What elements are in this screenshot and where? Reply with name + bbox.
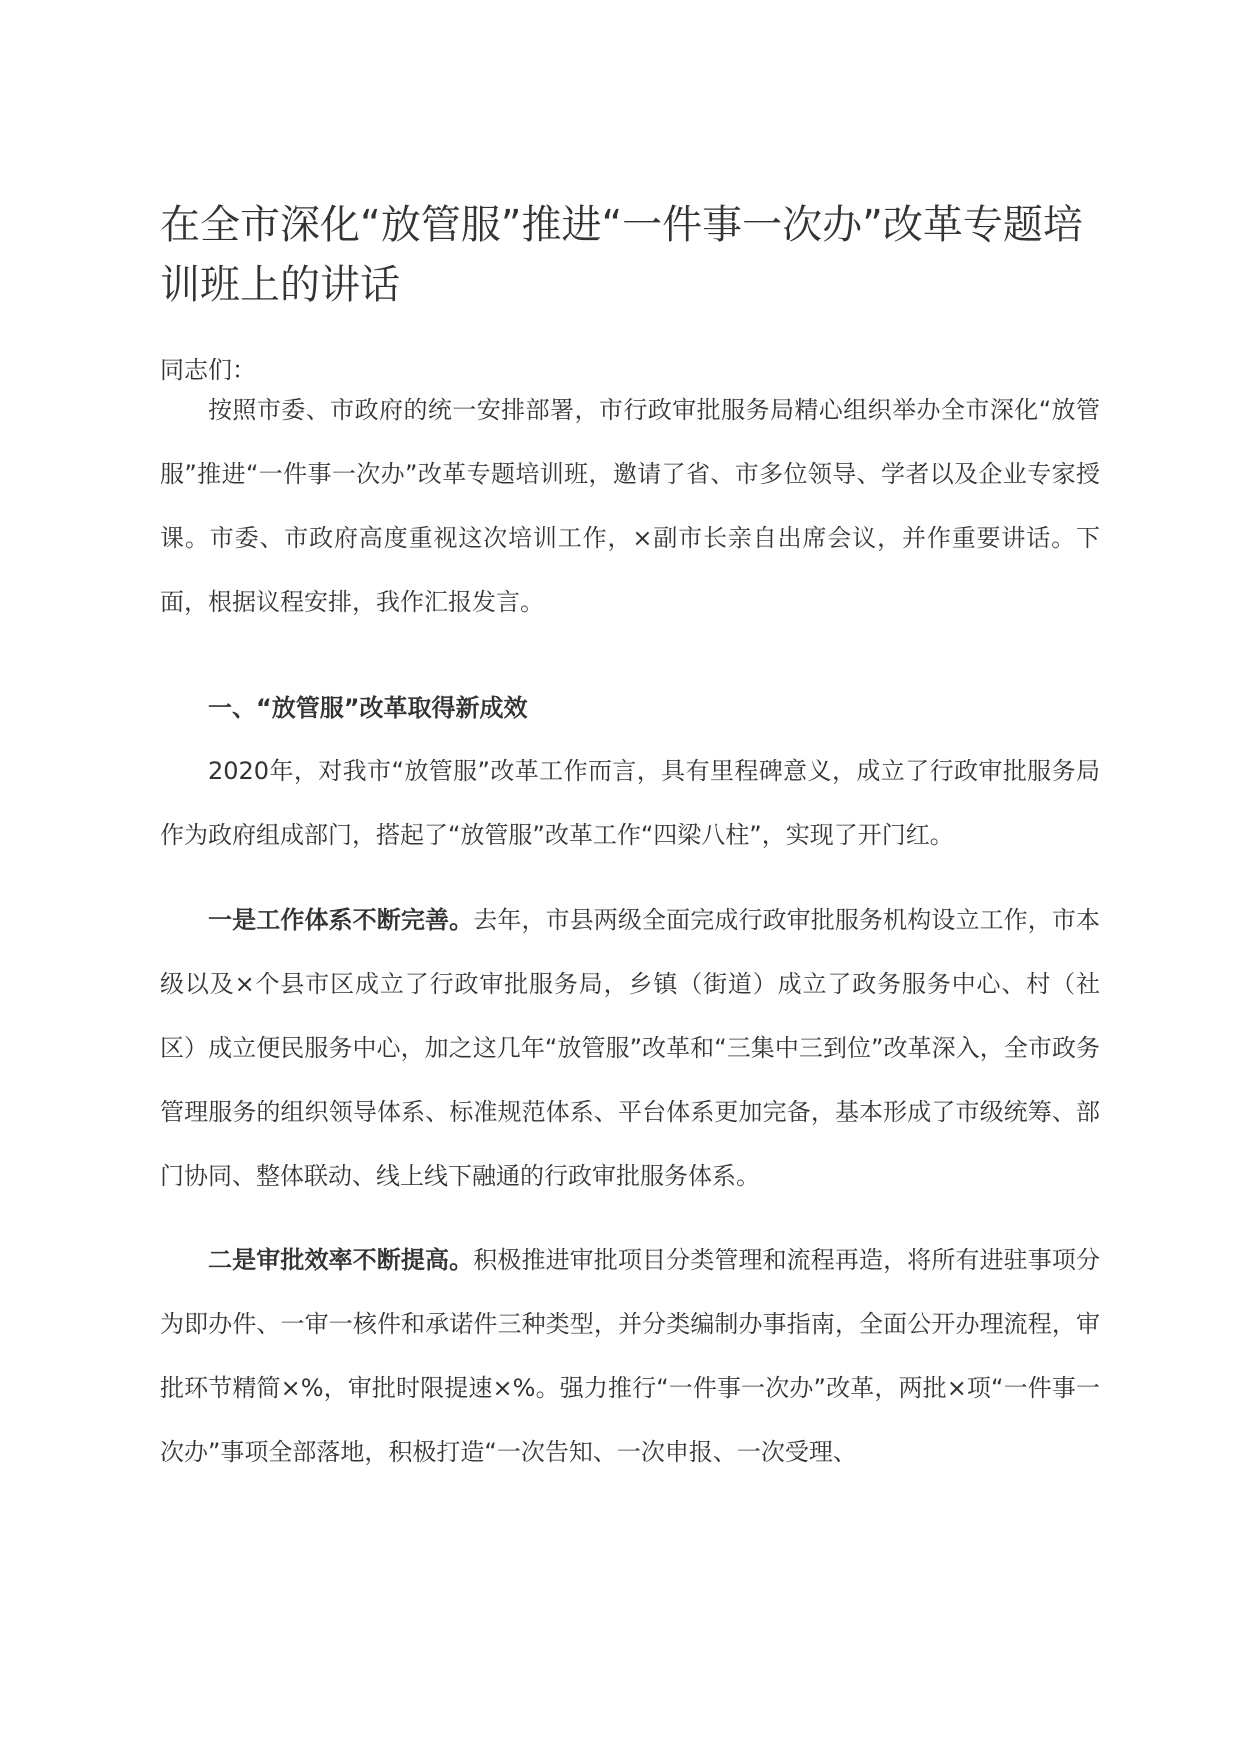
section-intro-paragraph: 2020年，对我市“放管服”改革工作而言，具有里程碑意义，成立了行政审批服务局作为政府组成部门，搭起了“放管服”改革工作“四梁八柱”，实现了开门红。 [160,757,1100,849]
point-paragraph-1 [160,888,1100,1208]
point-lead-2: 二是审批效率不断提高。 [208,1246,474,1274]
point-text-1: 去年，市县两级全面完成行政审批服务机构设立工作，市本级以及×个县市区成立了行政审批服务局，乡镇（街道）成立了政务服务中心、村（社区）成立便民服务中心，加之这几年“放管服”改革和“三集中三到位”改革深入，全市政务管理服务的组织领导体系、标准规范体系、平台体系更加完备，基本形成了市级统筹、部门协同、整体联动、线上线下融通的行政审批服务体系。 [160,906,1101,1190]
point-text-2: 积极推进审批项目分类管理和流程再造，将所有进驻事项分为即办件、一审一核件和承诺件三种类型，并分类编制办事指南，全面公开办理流程，审批环节精简×%，审批时限提速×%。强力推行“一件事一次办”改革，两批×项“一件事一次办”事项全部落地，积极打造“一次告知、一次申报、一次受理、 [160,1246,1101,1466]
section-heading: 一、“放管服”改革取得新成效 [208,694,528,722]
salutation: 同志们： [160,356,256,384]
intro-paragraph: 按照市委、市政府的统一安排部署，市行政审批服务局精心组织举办全市深化“放管服”推进“一件事一次办”改革专题培训班，邀请了省、市多位领导、学者以及企业专家授课。市委、市政府高度重视这次培训工作，×副市长亲自出席会议，并作重要讲话。下面，根据议程安排，我作汇报发言。 [160,396,1100,616]
document-title: 在全市深化“放管服”推进“一件事一次办”改革专题培训班上的讲话 [160,202,1083,308]
point-lead-1: 一是工作体系不断完善。 [208,906,474,934]
point-paragraph-2 [160,1228,1100,1484]
